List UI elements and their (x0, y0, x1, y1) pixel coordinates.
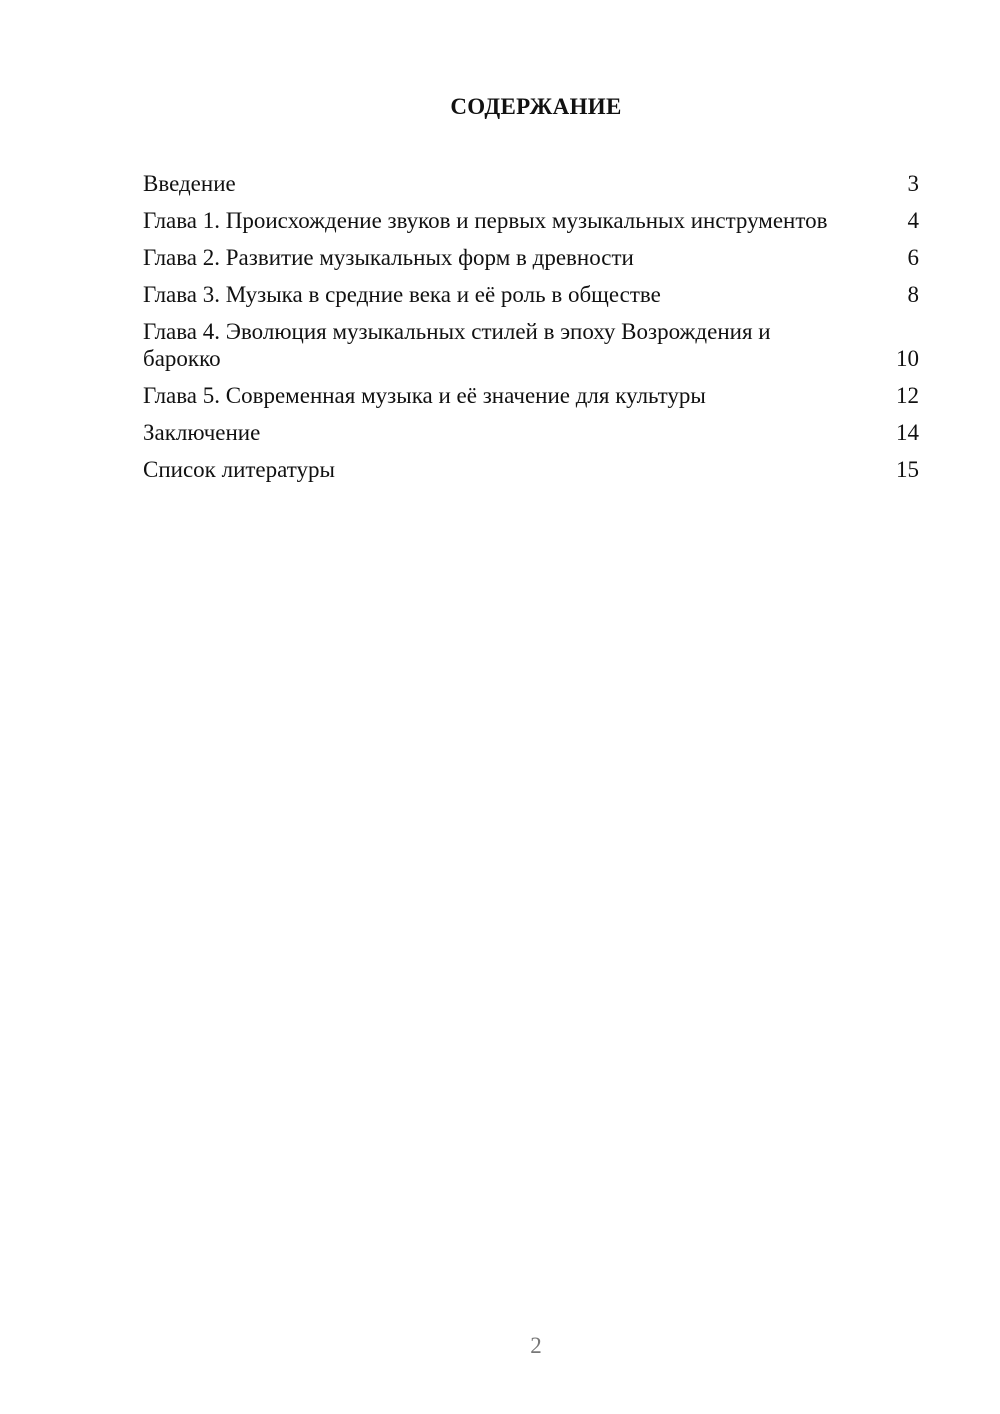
page-title: СОДЕРЖАНИЕ (450, 94, 622, 119)
table-of-contents (143, 170, 919, 493)
toc-entry-chapter-1[interactable] (143, 207, 919, 234)
toc-entry-page: 12 (896, 383, 919, 408)
page-number: 2 (530, 1333, 542, 1358)
toc-entry-page: 4 (907, 208, 919, 233)
toc-entry-chapter-5[interactable] (143, 382, 919, 409)
toc-entry-title: Глава 2. Развитие музыкальных форм в древности (143, 245, 634, 270)
toc-entry-title: Список литературы (143, 457, 335, 482)
toc-entry-title: Глава 1. Происхождение звуков и первых музыкальных инструментов (143, 208, 828, 233)
toc-entry-title: Глава 5. Современная музыка и её значение для культуры (143, 383, 706, 408)
toc-entry-title: Заключение (143, 420, 261, 445)
toc-entry-page: 14 (896, 420, 919, 445)
toc-entry-chapter-3[interactable] (143, 281, 919, 308)
toc-entry-introduction[interactable] (143, 170, 919, 197)
toc-entry-page: 15 (896, 457, 919, 482)
toc-entry-bibliography[interactable] (143, 456, 919, 483)
toc-entry-title: Глава 3. Музыка в средние века и её роль в обществе (143, 282, 661, 307)
toc-entry-chapter-2[interactable] (143, 244, 919, 271)
toc-entry-title: Введение (143, 171, 236, 196)
toc-entry-page: 10 (896, 346, 919, 371)
toc-entry-conclusion[interactable] (143, 419, 919, 446)
toc-entry-page: 8 (907, 282, 919, 307)
toc-entry-chapter-4[interactable] (143, 318, 919, 372)
toc-entry-page: 3 (907, 171, 919, 196)
toc-entry-page: 6 (907, 245, 919, 270)
toc-entry-title: Глава 4. Эволюция музыкальных стилей в эпоху Возрождения и барокко (143, 319, 771, 371)
